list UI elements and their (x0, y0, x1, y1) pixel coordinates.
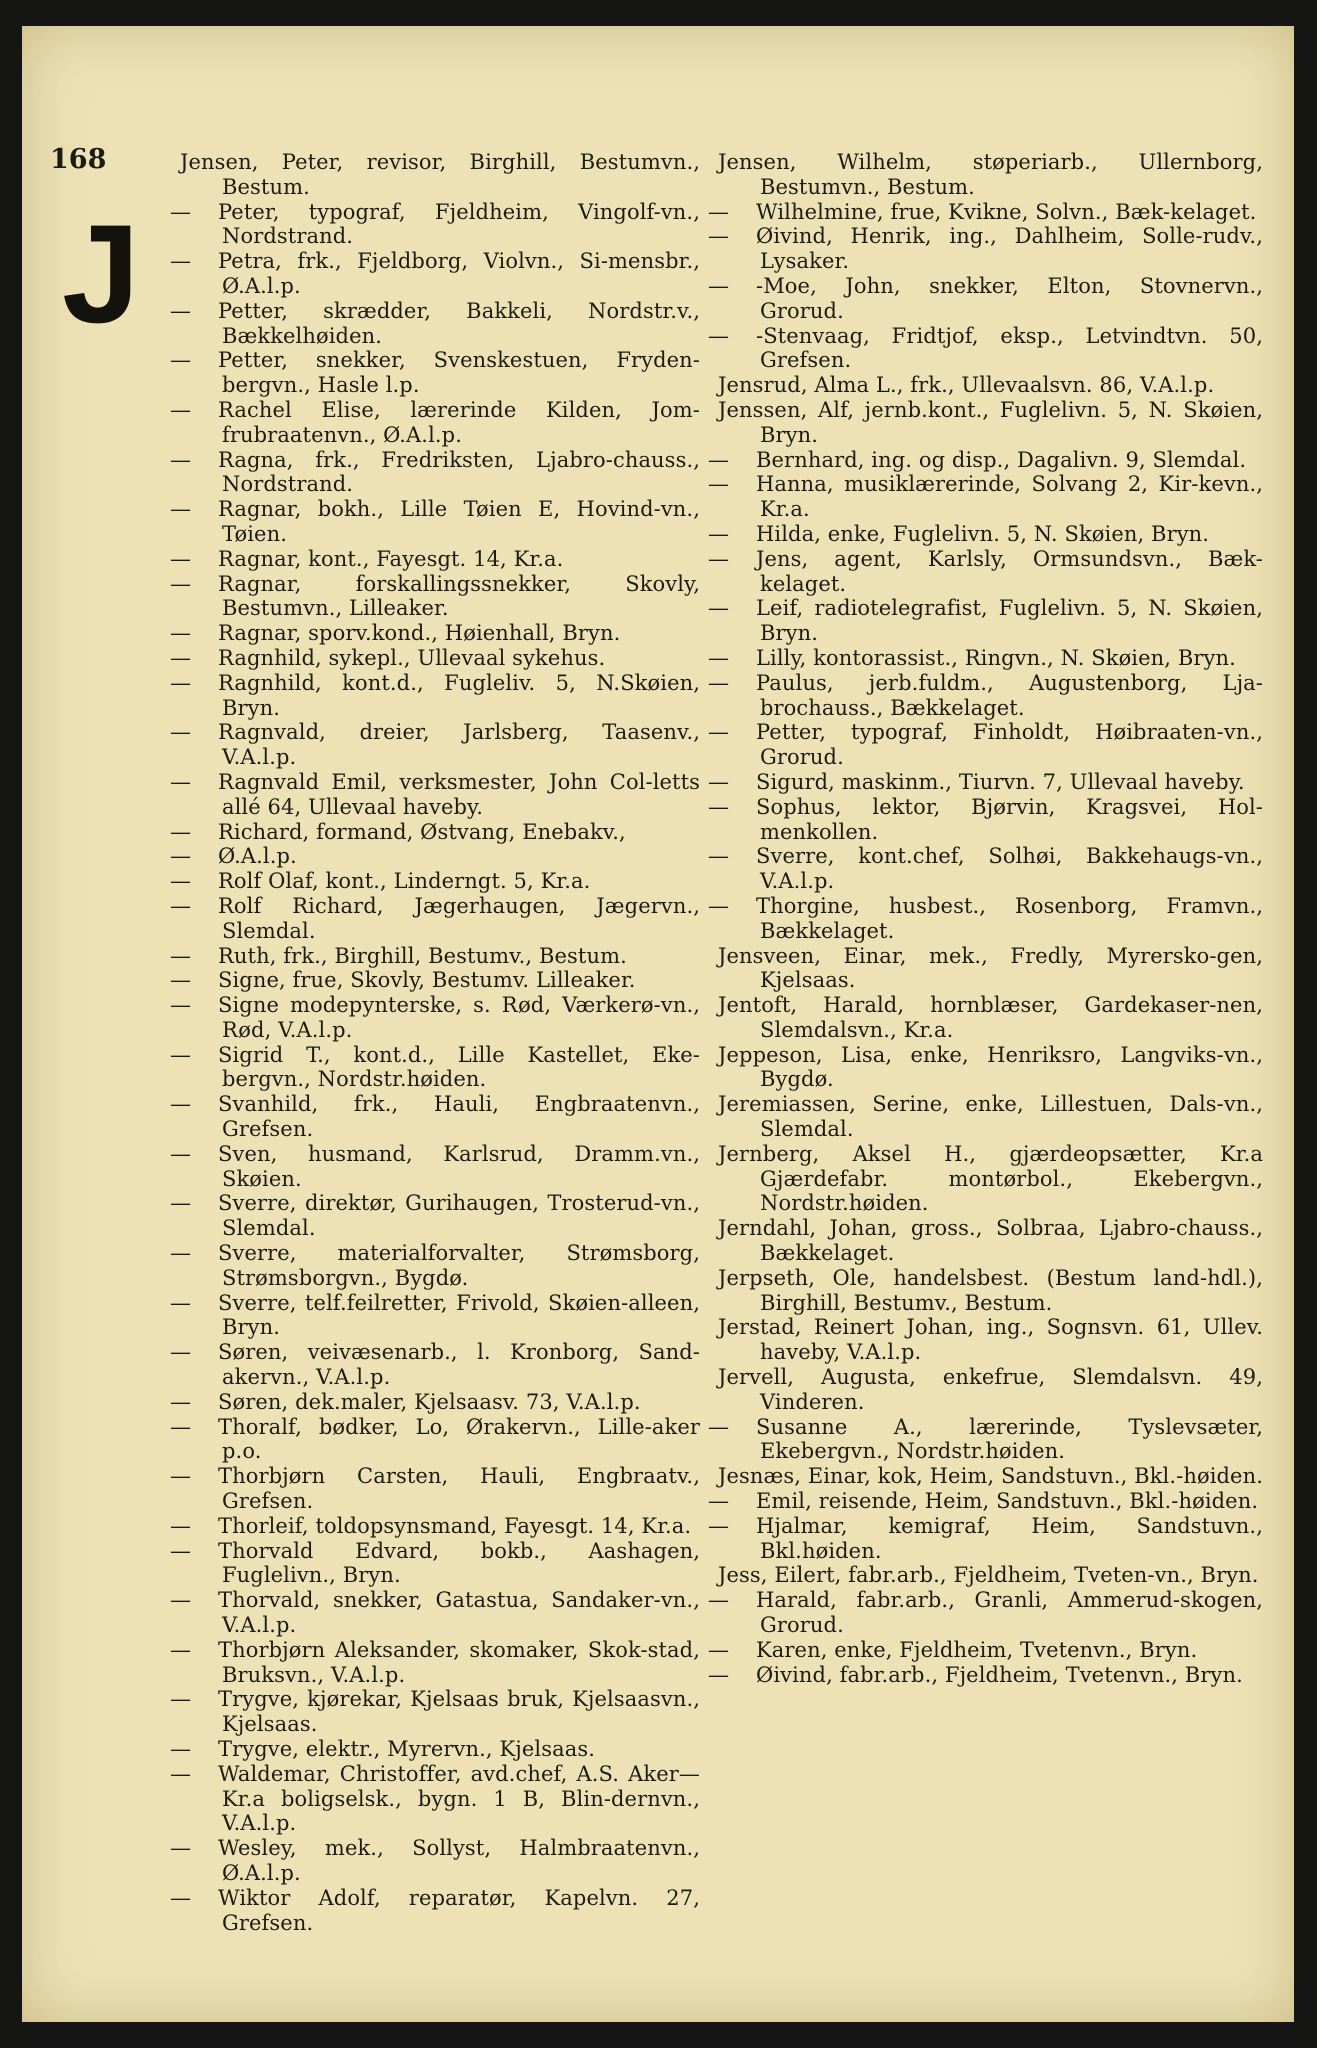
entry-dash: — (708, 794, 730, 819)
directory-entry (708, 769, 1263, 795)
entry-dash: — (170, 893, 192, 918)
directory-entry (708, 447, 1263, 473)
directory-entry (170, 1538, 700, 1589)
directory-entry (170, 869, 700, 894)
entry-dash: — (170, 645, 192, 670)
entry-dash: — (170, 497, 192, 522)
entry-dash: — (170, 869, 192, 894)
entry-text: Wesley, mek., Sollyst, Halmbraatenvn., Ø.A.l.p. (218, 1836, 700, 1885)
directory-entry (170, 447, 700, 498)
directory-entry (718, 150, 1263, 200)
entry-text: Thorvald, snekker, Gatastua, Sandaker-vn., V.A.l.p. (218, 1588, 700, 1638)
entry-text: Øivind, fabr.arb., Fjeldheim, Tvetenvn., Bryn. (756, 1662, 1243, 1687)
directory-entry (170, 819, 700, 845)
entry-dash: — (170, 1290, 192, 1315)
entry-text: Sigurd, maskinm., Tiurvn. 7, Ullevaal haveby. (756, 769, 1245, 794)
directory-entry (718, 1315, 1263, 1365)
entry-text: -Moe, John, snekker, Elton, Stovnervn., Grorud. (756, 273, 1263, 323)
entry-dash: — (170, 1836, 192, 1861)
entry-text: Jensveen, Einar, mek., Fredly, Myrersko-gen, Kjelsaas. (718, 943, 1263, 993)
directory-entry (708, 273, 1263, 324)
directory-entry (170, 1464, 700, 1514)
entry-dash: — (708, 447, 730, 472)
entry-text: Emil, reisende, Heim, Sandstuvn., Bkl.-høiden. (756, 1489, 1259, 1514)
directory-entry (708, 794, 1263, 845)
entry-text: Jenssen, Alf, jernb.kont., Fuglelivn. 5, N. Skøien, Bryn. (718, 397, 1263, 447)
directory-entry (170, 1290, 700, 1341)
directory-entry (170, 844, 700, 869)
entry-dash: — (170, 769, 192, 794)
directory-entry (708, 596, 1263, 646)
directory-entry (718, 1043, 1263, 1093)
entry-dash: — (708, 769, 730, 794)
entry-text: Petter, typograf, Finholdt, Høibraaten-vn., Grorud. (756, 720, 1263, 770)
entry-dash: — (708, 472, 730, 497)
directory-entry (170, 249, 700, 299)
entry-text: Jens, agent, Karlsly, Ormsundsvn., Bæk-kelaget. (756, 546, 1263, 596)
entry-dash: — (708, 844, 730, 869)
entry-dash: — (170, 249, 192, 274)
entry-dash: — (170, 1737, 192, 1761)
entry-text: Thorgine, husbest., Rosenborg, Framvn., Bækkelaget. (756, 893, 1263, 943)
directory-entry (170, 497, 700, 547)
entry-text: Sverre, telf.feilretter, Frivold, Skøien-alleen, Bryn. (218, 1290, 700, 1340)
directory-entry (718, 1464, 1263, 1489)
entry-text: Søren, veivæsenarb., l. Kronborg, Sand-akervn., V.A.l.p. (218, 1340, 700, 1390)
entry-text: Thorbjørn Carsten, Hauli, Engbraatv., Grefsen. (218, 1464, 700, 1514)
entry-dash: — (170, 1588, 192, 1613)
directory-entry (170, 1141, 700, 1192)
directory-entry (170, 298, 700, 349)
directory-entry (718, 1365, 1263, 1415)
entry-dash: — (170, 968, 192, 993)
entry-text: Lilly, kontorassist., Ringvn., N. Skøien, Bryn. (756, 645, 1236, 670)
directory-entry (170, 1191, 700, 1241)
directory-entry (170, 1836, 700, 1886)
entry-text: Jervell, Augusta, enkefrue, Slemdalsvn. 49, Vinderen. (718, 1365, 1263, 1414)
directory-entry (708, 1662, 1263, 1688)
directory-entry (718, 1266, 1263, 1316)
directory-entry (708, 472, 1263, 522)
directory-entry (708, 893, 1263, 944)
entry-dash: — (708, 521, 730, 546)
entry-text: Jensen, Wilhelm, støperiarb., Ullernborg, Bestumvn., Bestum. (718, 150, 1263, 199)
entry-text: Wiktor Adolf, reparatør, Kapelvn. 27, Grefsen. (218, 1885, 700, 1935)
directory-entry (170, 1885, 700, 1936)
entry-dash: — (170, 571, 192, 596)
entry-dash: — (170, 1191, 192, 1216)
directory-entry (708, 521, 1263, 547)
entry-text: Jentoft, Harald, hornblæser, Gardekaser-nen, Slemdalsvn., Kr.a. (718, 993, 1263, 1042)
entry-dash: — (170, 1241, 192, 1266)
entry-dash: — (708, 670, 730, 695)
entry-text: Ragnar, kont., Fayesgt. 14, Kr.a. (218, 546, 564, 571)
directory-entry (718, 944, 1263, 994)
entry-text: Ragnvald Emil, verksmester, John Col-letts allé 64, Ullevaal haveby. (218, 769, 700, 819)
directory-entry (170, 1414, 700, 1465)
entry-dash: — (170, 621, 192, 646)
directory-entry (708, 1513, 1263, 1564)
entry-text: Sverre, kont.chef, Solhøi, Bakkehaugs-vn., V.A.l.p. (756, 844, 1263, 894)
directory-entry (708, 323, 1263, 374)
directory-entry (170, 1340, 700, 1390)
directory-entry (708, 1489, 1263, 1514)
entry-dash: — (708, 1588, 730, 1613)
entry-text: Ragnvald, dreier, Jarlsberg, Taasenv., V.A.l.p. (218, 720, 700, 770)
directory-entry (708, 670, 1263, 721)
directory-entry (708, 645, 1263, 671)
entry-text: Jensrud, Alma L., frk., Ullevaalsvn. 86, V.A.l.p. (718, 373, 1215, 398)
entry-text: Bernhard, ing. og disp., Dagalivn. 9, Slemdal. (756, 447, 1247, 472)
entry-text: Susanne A., lærerinde, Tyslevsæter, Ekebergvn., Nordstr.høiden. (756, 1414, 1263, 1464)
directory-entry (170, 1389, 700, 1415)
entry-dash: — (170, 1637, 192, 1662)
entry-text: Thorvald Edvard, bokb., Aashagen, Fuglelivn., Bryn. (218, 1538, 700, 1588)
directory-entry (718, 1092, 1263, 1142)
entry-dash: — (170, 546, 192, 571)
entry-dash: — (170, 1414, 192, 1439)
directory-entry (708, 546, 1263, 597)
entry-dash: — (708, 323, 730, 348)
entry-text: Sigrid T., kont.d., Lille Kastellet, Eke-bergvn., Nordstr.høiden. (218, 1042, 700, 1092)
entry-dash: — (708, 893, 730, 918)
entry-dash: — (708, 273, 730, 298)
entry-dash: — (170, 298, 192, 323)
entry-text: Ragnar, bokh., Lille Tøien E, Hovind-vn., Tøien. (218, 497, 700, 546)
entry-text: Hjalmar, kemigraf, Heim, Sandstuvn., Bkl.høiden. (756, 1513, 1263, 1563)
entry-text: Petter, snekker, Svenskestuen, Fryden-bergvn., Hasle l.p. (218, 348, 700, 398)
entry-text: -Stenvaag, Fridtjof, eksp., Letvindtvn. 50, Grefsen. (756, 323, 1263, 373)
entry-dash: — (170, 720, 192, 745)
entry-text: Ragnhild, sykepl., Ullevaal sykehus. (218, 645, 606, 670)
entry-text: Thoralf, bødker, Lo, Ørakervn., Lille-aker p.o. (218, 1414, 700, 1464)
page-number: 168 (50, 144, 107, 175)
directory-entry (170, 1092, 700, 1142)
entry-text: Rachel Elise, lærerinde Kilden, Jom-frubraatenvn., Ø.A.l.p. (218, 397, 700, 447)
entry-dash: — (708, 645, 730, 670)
entry-text: Ragnar, forskallingssnekker, Skovly, Bestumvn., Lilleaker. (218, 571, 700, 621)
entry-dash: — (708, 546, 730, 571)
entry-dash: — (708, 1637, 730, 1662)
entry-text: Søren, dek.maler, Kjelsaasv. 73, V.A.l.p. (218, 1389, 641, 1414)
entry-text: Sophus, lektor, Bjørvin, Kragsvei, Hol-menkollen. (756, 794, 1263, 844)
directory-entry (170, 1513, 700, 1539)
entry-text: Signe modepynterske, s. Rød, Værkerø-vn., Rød, V.A.l.p. (218, 993, 700, 1042)
entry-text: Jensen, Peter, revisor, Birghill, Bestumvn., Bestum. (180, 150, 700, 199)
directory-entry (170, 397, 700, 448)
directory-entry (170, 645, 700, 671)
directory-entry (708, 720, 1263, 770)
entry-text: Jerndahl, Johan, gross., Solbraa, Ljabro-chauss., Bækkelaget. (718, 1216, 1263, 1266)
entry-text: Hanna, musiklærerinde, Solvang 2, Kir-kevn., Kr.a. (756, 472, 1263, 522)
entry-text: Trygve, elektr., Myrervn., Kjelsaas. (218, 1737, 595, 1761)
entry-text: Sven, husmand, Karlsrud, Dramm.vn., Skøien. (218, 1141, 700, 1191)
entry-dash: — (170, 348, 192, 373)
entry-dash: — (170, 819, 192, 844)
directory-entry (170, 1761, 700, 1836)
entry-text: Richard, formand, Østvang, Enebakv., (218, 819, 626, 844)
entry-dash: — (170, 1687, 192, 1712)
directory-entry (170, 1588, 700, 1638)
entry-text: Leif, radiotelegrafist, Fuglelivn. 5, N. Skøien, Bryn. (756, 596, 1263, 646)
entry-text: Thorleif, toldopsynsmand, Fayesgt. 14, Kr.a. (218, 1513, 692, 1538)
entry-dash: — (708, 224, 730, 249)
entry-dash: — (708, 596, 730, 621)
directory-entry (170, 720, 700, 770)
right-column (708, 150, 1263, 1687)
directory-entry (170, 670, 700, 721)
entry-text: Hilda, enke, Fuglelivn. 5, N. Skøien, Bryn. (756, 521, 1210, 546)
entry-text: Rolf Richard, Jægerhaugen, Jægervn., Slemdal. (218, 893, 700, 943)
left-column (170, 150, 700, 1935)
entry-text: Ruth, frk., Birghill, Bestumv., Bestum. (218, 943, 627, 968)
entry-text: Petter, skrædder, Bakkeli, Nordstr.v., Bækkelhøiden. (218, 298, 700, 348)
directory-entry (170, 943, 700, 969)
entry-text: Karen, enke, Fjeldheim, Tvetenvn., Bryn. (756, 1637, 1198, 1662)
entry-text: Ragnhild, kont.d., Fugleliv. 5, N.Skøien, Bryn. (218, 670, 700, 720)
directory-entry (718, 993, 1263, 1043)
entry-dash: — (170, 943, 192, 968)
entry-dash: — (170, 1141, 192, 1166)
directory-entry (170, 348, 700, 398)
entry-text: Sverre, materialforvalter, Strømsborg, Strømsborgvn., Bygdø. (218, 1241, 700, 1290)
directory-page (22, 26, 1294, 2022)
directory-entry (718, 1216, 1263, 1266)
directory-entry (170, 1042, 700, 1093)
directory-entry (170, 1241, 700, 1291)
entry-dash: — (170, 397, 192, 422)
entry-text: Jernberg, Aksel H., gjærdeopsætter, Kr.a Gjærdefabr. montørbol., Ekebergvn., Nordstr.høiden. (718, 1141, 1263, 1216)
entry-text: Rolf Olaf, kont., Linderngt. 5, Kr.a. (218, 869, 591, 894)
entry-text: Ragnar, sporv.kond., Høienhall, Bryn. (218, 621, 621, 646)
entry-dash: — (170, 1092, 192, 1117)
entry-dash: — (708, 1513, 730, 1538)
entry-dash: — (708, 1414, 730, 1439)
entry-dash: — (170, 447, 192, 472)
entry-text: Jerpseth, Ole, handelsbest. (Bestum land-hdl.), Birghill, Bestumv., Bestum. (718, 1265, 1263, 1315)
entry-text: Jess, Eilert, fabr.arb., Fjeldheim, Tveten-vn., Bryn. (718, 1563, 1259, 1588)
entry-dash: — (170, 844, 192, 869)
entry-dash: — (708, 199, 730, 224)
entry-dash: — (170, 1538, 192, 1563)
entry-dash: — (170, 199, 192, 224)
entry-dash: — (170, 1761, 192, 1786)
entry-text: Ø.A.l.p. (218, 844, 297, 869)
directory-entry (718, 398, 1263, 448)
entry-dash: — (170, 1885, 192, 1910)
directory-entry (170, 546, 700, 572)
directory-entry (708, 224, 1263, 274)
entry-text: Signe, frue, Skovly, Bestumv. Lilleaker. (218, 968, 636, 993)
entry-text: Harald, fabr.arb., Granli, Ammerud-skogen, Grorud. (756, 1588, 1263, 1638)
directory-entry (708, 1637, 1263, 1663)
directory-entry (170, 621, 700, 646)
directory-entry (170, 571, 700, 622)
entry-dash: — (170, 1389, 192, 1414)
section-letter: J (62, 195, 140, 352)
entry-text: Jesnæs, Einar, kok, Heim, Sandstuvn., Bkl.-høiden. (718, 1464, 1263, 1489)
entry-dash: — (170, 993, 192, 1018)
entry-dash: — (170, 1340, 192, 1365)
directory-entry (708, 199, 1263, 225)
entry-dash: — (708, 720, 730, 745)
entry-text: Trygve, kjørekar, Kjelsaas bruk, Kjelsaasvn., Kjelsaas. (218, 1687, 700, 1737)
entry-text: Paulus, jerb.fuldm., Augustenborg, Lja-brochauss., Bækkelaget. (756, 670, 1263, 720)
entry-text: Ragna, frk., Fredriksten, Ljabro-chauss., Nordstrand. (218, 447, 700, 497)
directory-entry (718, 373, 1263, 398)
entry-text: Wilhelmine, frue, Kvikne, Solvn., Bæk-kelaget. (756, 199, 1257, 224)
directory-entry (170, 1637, 700, 1688)
directory-entry (170, 1737, 700, 1762)
entry-dash: — (170, 1464, 192, 1489)
entry-text: Sverre, direktør, Gurihaugen, Trosterud-vn., Slemdal. (218, 1191, 700, 1241)
directory-entry (170, 769, 700, 820)
directory-entry (170, 893, 700, 944)
entry-text: Peter, typograf, Fjeldheim, Vingolf-vn., Nordstrand. (218, 199, 700, 249)
directory-entry (170, 199, 700, 250)
directory-entry (180, 150, 700, 200)
directory-entry (718, 1142, 1263, 1216)
entry-dash: — (170, 1042, 192, 1067)
entry-dash: — (708, 1662, 730, 1687)
entry-text: Jeremiassen, Serine, enke, Lillestuen, Dals-vn., Slemdal. (718, 1092, 1263, 1142)
directory-entry (170, 1687, 700, 1737)
directory-entry (170, 968, 700, 993)
entry-text: Jerstad, Reinert Johan, ing., Sognsvn. 61, Ullev. haveby, V.A.l.p. (718, 1315, 1263, 1365)
directory-entry (718, 1563, 1263, 1588)
entry-dash: — (170, 670, 192, 695)
directory-entry (708, 1588, 1263, 1638)
directory-entry (708, 844, 1263, 894)
entry-text: Petra, frk., Fjeldborg, Violvn., Si-mensbr., Ø.A.l.p. (218, 249, 700, 298)
entry-text: Øivind, Henrik, ing., Dahlheim, Solle-rudv., Lysaker. (756, 224, 1263, 274)
entry-text: Jeppeson, Lisa, enke, Henriksro, Langviks-vn., Bygdø. (718, 1042, 1263, 1092)
entry-text: Svanhild, frk., Hauli, Engbraatenvn., Grefsen. (218, 1092, 700, 1142)
entry-dash: — (170, 1513, 192, 1538)
directory-entry (708, 1414, 1263, 1465)
directory-entry (170, 993, 700, 1043)
entry-text: Waldemar, Christoffer, avd.chef, A.S. Aker—Kr.a boligselsk., bygn. 1 B, Blin-dernvn., V.A.l.p. (218, 1761, 700, 1836)
entry-dash: — (708, 1489, 730, 1514)
entry-text: Thorbjørn Aleksander, skomaker, Skok-stad, Bruksvn., V.A.l.p. (218, 1637, 700, 1687)
